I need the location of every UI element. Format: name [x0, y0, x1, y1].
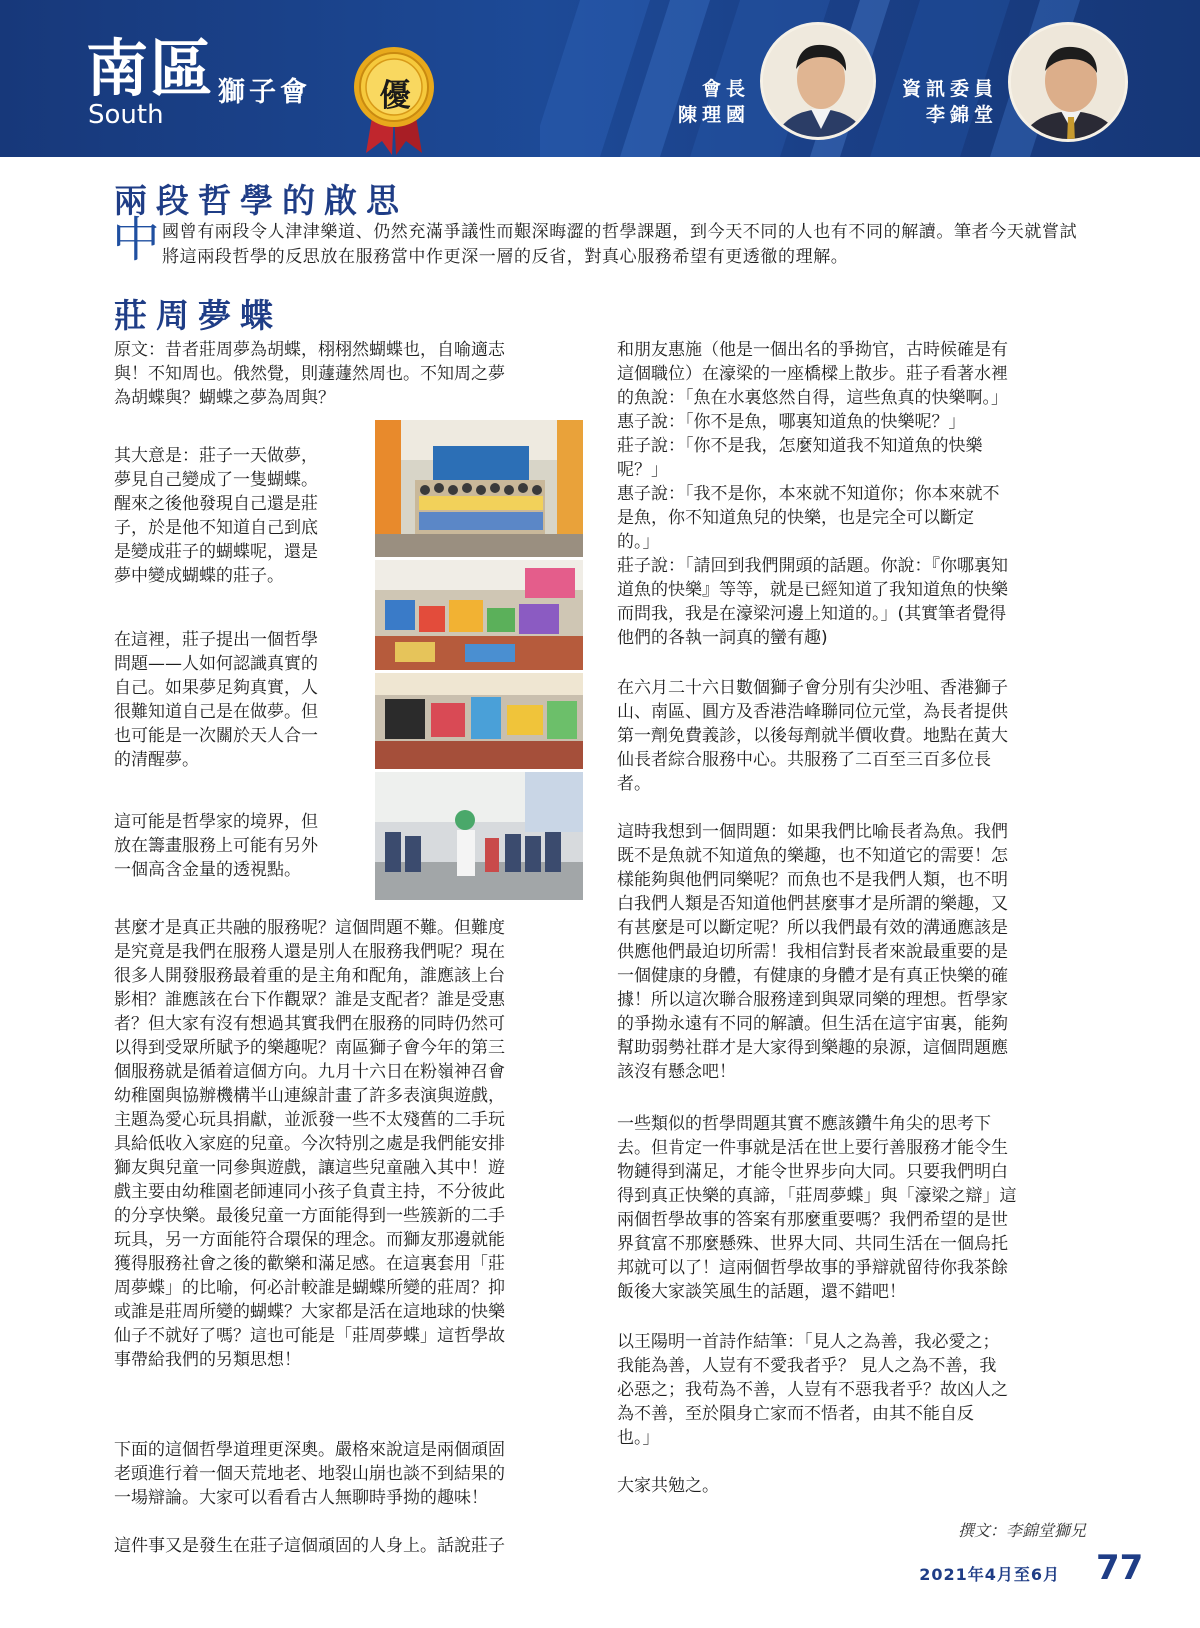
page-number: 77 — [1096, 1548, 1144, 1588]
intro-drop-cap: 中 — [112, 212, 161, 268]
paragraph-original-text: 原文：昔者莊周夢為胡蝶，栩栩然蝴蝶也，自喻適志 與！不知周也。俄然覺，則蘧蘧然周也。不知周之夢 為胡蝶與？蝴蝶之夢為周與？ — [114, 340, 505, 408]
paragraph-fish-debate: 和朋友惠施（他是一個出名的爭拗官，古時候確是有 這個職位）在濠梁的一座橋樑上散步。莊子看著水裡 的魚說：「魚在水裏悠然自得，這些魚真的快樂啊。」 惠子說：「你不是魚，哪裏知道魚的快樂呢？」 莊子說：「你不是我，怎麼知道我不知道魚的快樂 呢？」 惠子說：「我不是你，本來就不知道你；你本來就不 是魚，你不知道魚兒的快樂，也是完全可以斷定 的。」 莊子說：「請回到我們開頭的話題。你說：『你哪裏知 道魚的快樂』等等，就是已經知道了我知道魚的快樂 而問我，我是在濠梁河邊上知道的。」(其實筆者覺得 他們的各執一詞真的蠻有趣) — [617, 340, 1008, 648]
club-logo-english: South — [88, 100, 164, 130]
page-header — [0, 0, 1200, 157]
paragraph-meaning: 其大意是：莊子一天做夢， 夢見自己變成了一隻蝴蝶。 醒來之後他發現自己還是莊 子，於是他不知道自己到底 是變成莊子的蝴蝶呢，還是 夢中變成蝴蝶的莊子。 — [114, 446, 318, 586]
author-credit: 撰文：李錦堂獅兄 — [957, 1521, 1086, 1540]
president-credit — [640, 76, 750, 128]
info-officer-role: 資訊委員 — [901, 78, 998, 100]
toy-table-photo — [375, 673, 583, 769]
article-title: 兩段哲學的啟思 — [114, 181, 408, 220]
paragraph-conclusion: 一些類似的哲學問題其實不應該鑽牛角尖的思考下 去。但肯定一件事就是活在世上要行善服務才能令生 物鏈得到滿足，才能令世界步向大同。只要我們明白 得到真正快樂的真諦，「莊周夢蝶」與「濠梁之辯」這 兩個哲學故事的答案有那麼重要嗎？我們希望的是世 界貧富不那麼懸殊、世界大同、共同生活在一個烏托 邦就可以了！這兩個哲學故事的爭辯就留待你我茶餘 飯後大家談笑風生的話題，還不錯吧！ — [617, 1114, 1017, 1302]
section-title: 莊周夢蝶 — [114, 296, 282, 335]
paragraph-wang-yangming-quote: 以王陽明一首詩作結筆：「見人之為善，我必愛之； 我能為善，人豈有不愛我者乎？ 見人之為不善，我 必惡之；我苟為不善，人豈有不惡我者乎？故凶人之 為不善，至於隕身亡家而不悟者，由其不能自反 也。」 — [617, 1332, 1008, 1448]
info-officer-name: 李錦堂 — [925, 104, 998, 126]
paragraph-debate-intro: 下面的這個哲學道理更深奧。嚴格來說這是兩個頑固 老頭進行着一個天荒地老、地裂山崩也談不到結果的 一場辯論。大家可以看看古人無聊時爭拗的趣味！ — [114, 1440, 505, 1508]
info-officer-portrait — [1008, 22, 1128, 142]
toy-donation-photo — [375, 560, 583, 670]
award-medal-label: 優 — [379, 78, 411, 114]
president-portrait — [760, 22, 876, 140]
info-officer-credit — [880, 76, 998, 128]
paragraph-question: 在這裡，莊子提出一個哲學 問題——人如何認識真實的 自己。如果夢足夠真實，人 很難知道自己是在做夢。但 也可能是一次關於天人合一 的清醒夢。 — [114, 630, 318, 770]
paragraph-philosopher: 這可能是哲學家的境界，但 放在籌畫服務上可能有另外 一個高含金量的透視點。 — [114, 812, 318, 880]
president-name: 陳理國 — [677, 104, 750, 126]
president-role: 會長 — [701, 78, 750, 100]
children-activity-photo — [375, 772, 583, 900]
issue-date: 2021年4月至6月 — [919, 1565, 1060, 1584]
paragraph-closing: 大家共勉之。 — [617, 1476, 719, 1496]
club-logo-suffix: 獅子會 — [218, 77, 311, 108]
paragraph-service: 甚麼才是真正共融的服務呢？這個問題不難。但難度 是究竟是我們在服務人還是別人在服務我們呢？現在 很多人開發服務最着重的是主角和配角，誰應該上台 影相？誰應該在台下作觀眾？誰是支配者？誰是受惠 者？但大家有沒有想過其實我們在服務的同時仍然可 以得到受眾所賦予的樂趣呢？南區獅子會今年的第三 個服務就是循着這個方向。九月十六日在粉嶺神召會 幼稚園與協辦機構半山連線計畫了許多表演與遊戲， 主題為愛心玩具捐獻，並派發一些不太殘舊的二手玩 具給低收入家庭的兒童。今次特別之處是我們能安排 獅友與兒童一同參與遊戲，讓這些兒童融入其中！遊 戲主要由幼稚園老師連同小孩子負責主持，不分彼此 的分享快樂。最後兒童一方面能得到一些簇新的二手 玩具，另一方面能符合環保的理念。而獅友那邊就能 獲得服務社會之後的歡樂和滿足感。在這裏套用「莊 周夢蝶」的比喻，何必計較誰是蝴蝶所變的莊周？抑 或誰是莊周所變的蝴蝶？大家都是活在這地球的快樂 仙子不就好了嗎？這也可能是「莊周夢蝶」這哲學故 事帶給我們的另類思想！ — [114, 918, 505, 1370]
club-logo-chinese: 南區 — [86, 32, 215, 105]
paragraph-debate-start: 這件事又是發生在莊子這個頑固的人身上。話說莊子 — [114, 1536, 505, 1556]
paragraph-elders-reflection: 這時我想到一個問題：如果我們比喻長者為魚。我們 既不是魚就不知道魚的樂趣，也不知道它的需要！怎 樣能夠與他們同樂呢？而魚也不是我們人類，也不明 白我們人類是否知道他們甚麼事才是所謂的樂趣，又 有甚麼是可以斷定呢？所以我們最有效的溝通應該是 供應他們最迫切所需！我相信對長者來說最重要的是 一個健康的身體，有健康的身體才是有真正快樂的確 據！所以這次聯合服務達到與眾同樂的理想。哲學家 的爭拗永遠有不同的解讀。但生活在這宇宙裏，能夠 幫助弱勢社群才是大家得到樂趣的泉源，這個問題應 該沒有懸念吧！ — [617, 822, 1008, 1082]
paragraph-clinic-service: 在六月二十六日數個獅子會分別有尖沙咀、香港獅子 山、南區、圓方及香港浩峰聯同位元堂，為長者提供 第一劑免費義診，以後每劑就半價收費。地點在黃大 仙長者綜合服務中心。共服務了二百至三百多位長 者。 — [617, 678, 1008, 794]
intro-paragraph: 國曾有兩段令人津津樂道、仍然充滿爭議性而艱深晦澀的哲學課題，到今天不同的人也有不同的解讀。筆者今天就嘗試將這兩段哲學的反思放在服務當中作更深一層的反省，對真心服務希望有更透徹的理解。 — [162, 222, 1078, 267]
event-group-photo — [375, 420, 583, 557]
